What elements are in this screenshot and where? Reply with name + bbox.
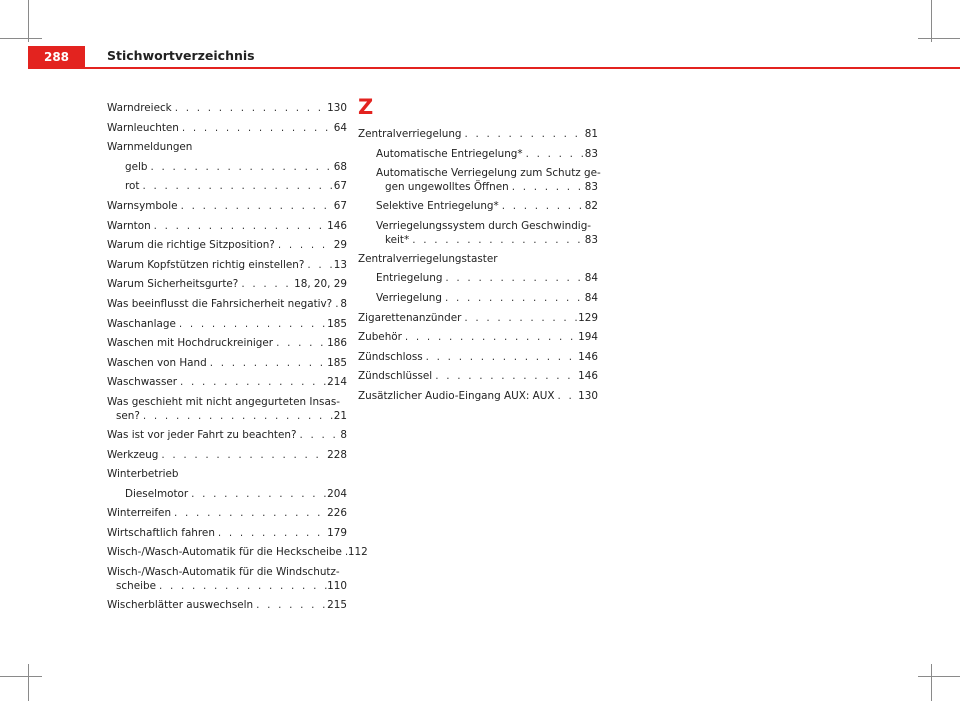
index-entry-page: 204 (327, 487, 347, 500)
index-entry-page: 130 (327, 102, 347, 114)
index-entry-page: 179 (327, 526, 347, 539)
index-entry-page: 130 (578, 389, 598, 402)
leader-dots (215, 524, 327, 544)
index-entry-line: Verriegelungssystem durch Geschwindig- (376, 219, 592, 232)
crop-mark (0, 38, 42, 39)
leader-dots (179, 119, 334, 139)
index-entry (107, 409, 347, 426)
index-entry (107, 197, 347, 217)
index-entry-page: 215 (327, 599, 347, 612)
index-entry-label: sen? (116, 409, 140, 422)
leader-dots (296, 426, 340, 446)
leader-dots (177, 373, 327, 393)
index-entry-label: Entriegelung (376, 272, 443, 285)
index-entry (107, 524, 347, 544)
index-entry-line: Was geschieht mit nicht angegurteten Insas- (107, 395, 340, 408)
index-entry-page: 67 (333, 180, 347, 193)
index-entry (107, 334, 347, 354)
index-entry-label: Warnleuchten (107, 121, 179, 134)
index-entry-page: 129 (578, 311, 598, 324)
leader-dots (253, 596, 327, 616)
index-entry-label: Dieselmotor (125, 487, 189, 500)
index-entry (358, 328, 598, 348)
leader-dots (402, 328, 578, 348)
index-entry-label: Selektive Entriegelung* (376, 200, 499, 213)
index-entry-page: 8 (340, 297, 347, 310)
leader-dots (509, 180, 585, 194)
leader-dots (147, 158, 333, 178)
index-entry-label: Waschanlage (107, 317, 176, 330)
index-entry-label: Wisch-/Wasch-Automatik für die Heckscheibe (107, 546, 342, 559)
index-entry-label: Waschwasser (107, 376, 178, 389)
index-entry (107, 446, 347, 466)
leader-dots (432, 367, 578, 387)
index-entry-page: 13 (333, 258, 347, 271)
index-entry-label: gelb (125, 160, 148, 173)
index-entry (358, 309, 598, 329)
index-entry-line: Wisch-/Wasch-Automatik für die Windschutz- (107, 566, 340, 579)
index-entry-page: 214 (327, 376, 347, 389)
index-entry-page: 226 (327, 507, 347, 520)
leader-dots (332, 295, 340, 315)
leader-dots (139, 177, 333, 197)
index-entry-label: Was ist vor jeder Fahrt zu beachten? (107, 428, 297, 441)
index-entry-label: Wirtschaftlich fahren (107, 526, 215, 539)
index-entry-label: Warum die richtige Sitzposition? (107, 239, 275, 252)
index-entry (107, 579, 347, 596)
index-entry-page: 83 (584, 181, 598, 194)
index-entry (358, 348, 598, 368)
index-entry (107, 217, 347, 237)
index-entry-label: Zündschlüssel (358, 370, 433, 383)
index-entry-label: Wischerblätter auswechseln (107, 599, 254, 612)
leader-dots (523, 145, 585, 165)
leader-dots (172, 99, 327, 119)
index-entry (358, 180, 598, 197)
index-entry-label: gen ungewolltes Öffnen (385, 181, 509, 194)
index-entry-label: Warndreieck (107, 102, 172, 114)
index-entry (107, 485, 347, 505)
crop-mark (0, 676, 42, 677)
index-entry (107, 596, 347, 616)
index-entries-z (358, 125, 601, 407)
index-entry-label: Warnton (107, 219, 151, 232)
leader-dots (409, 233, 585, 247)
index-entry (358, 125, 598, 145)
index-entry-page: 228 (327, 448, 347, 461)
index-entry-page: 186 (327, 337, 347, 350)
index-entry (107, 504, 347, 524)
index-entry-page: 194 (578, 331, 598, 344)
index-entry-label: Zubehör (358, 331, 402, 344)
leader-dots (178, 197, 334, 217)
index-entry-label: Warum Sicherheitsgurte? (107, 278, 239, 291)
leader-dots (207, 354, 327, 374)
index-entry-label: scheibe (116, 580, 156, 593)
leader-dots (499, 197, 585, 217)
crop-mark (28, 0, 29, 42)
header-rule (28, 67, 960, 69)
crop-mark (28, 664, 29, 701)
index-entry-page: 84 (584, 272, 598, 285)
page-title: Stichwortverzeichnis (107, 48, 255, 63)
section-letter: Z (358, 95, 374, 119)
index-entry-page: 82 (584, 200, 598, 213)
index-entry (107, 158, 347, 178)
leader-dots (238, 275, 294, 295)
index-entry (358, 367, 598, 387)
index-entry-label: Warum Kopfstützen richtig einstellen? (107, 258, 305, 271)
index-entry-page: 64 (333, 121, 347, 134)
index-entry (107, 543, 368, 563)
crop-mark (931, 0, 932, 42)
index-entry-page: 146 (327, 219, 347, 232)
index-entry (107, 315, 347, 335)
index-entry-label: rot (125, 180, 140, 193)
crop-mark (931, 664, 932, 701)
crop-mark (918, 38, 960, 39)
leader-dots (151, 217, 327, 237)
index-heading: Winterbetrieb (107, 468, 179, 481)
leader-dots (176, 315, 327, 335)
index-entry-label: Waschen mit Hochdruckreiniger (107, 337, 274, 350)
index-entry (107, 99, 347, 119)
index-entry (358, 269, 598, 289)
index-entry-page: 83 (584, 147, 598, 160)
index-entry (107, 177, 347, 197)
index-entry-page: 84 (584, 291, 598, 304)
index-entry (107, 236, 347, 256)
index-entry-label: Automatische Entriegelung* (376, 147, 523, 160)
leader-dots (462, 125, 585, 145)
index-entry (107, 275, 347, 295)
leader-dots (140, 409, 334, 423)
index-entry-page: 146 (578, 370, 598, 383)
index-entry-page: 185 (327, 317, 347, 330)
index-entry (358, 233, 598, 250)
index-entry-page: 68 (333, 160, 347, 173)
index-entry-page: 8 (340, 428, 347, 441)
index-entry-page: 67 (333, 199, 347, 212)
index-entry (358, 145, 598, 165)
leader-dots (554, 387, 578, 407)
index-entry (107, 119, 347, 139)
index-entry-page: 146 (578, 350, 598, 363)
index-entry (358, 387, 598, 407)
leader-dots (461, 309, 578, 329)
index-entry (107, 354, 347, 374)
index-entry-label: Zigarettenanzünder (358, 311, 462, 324)
leader-dots (423, 348, 578, 368)
index-entry-label: keit* (385, 233, 410, 246)
index-entry-page: 81 (584, 128, 598, 140)
index-entry-page: 185 (327, 356, 347, 369)
index-entry-page: 21 (333, 409, 347, 422)
index-entry-label: Waschen von Hand (107, 356, 207, 369)
index-entry-page: 83 (584, 233, 598, 246)
leader-dots (442, 289, 585, 309)
leader-dots (158, 446, 327, 466)
index-entry-label: Zentralverriegelung (358, 128, 462, 140)
index-entry-label: Werkzeug (107, 448, 159, 461)
index-entry-label: Winterreifen (107, 507, 172, 520)
index-entry (107, 295, 347, 315)
index-heading: Zentralverriegelungstaster (358, 252, 498, 265)
index-entry-page: 110 (327, 580, 347, 593)
index-entry-label: Was beeinflusst die Fahrsicherheit negativ? (107, 297, 333, 310)
leader-dots (304, 256, 333, 276)
leader-dots (188, 485, 327, 505)
index-entry-page: 29 (333, 239, 347, 252)
index-entry (358, 289, 598, 309)
index-entry (107, 373, 347, 393)
index-entry-page: 112 (347, 546, 368, 559)
index-entry-label: Zündschloss (358, 350, 423, 363)
leader-dots (442, 269, 584, 289)
page-number: 288 (28, 46, 85, 68)
index-heading: Warnmeldungen (107, 141, 193, 154)
index-entry (107, 256, 347, 276)
index-entry-label: Warnsymbole (107, 199, 178, 212)
index-entry-page: 18, 20, 29 (294, 278, 347, 291)
index-entry-label: Verriegelung (376, 291, 442, 304)
index-entry-label: Zusätzlicher Audio-Eingang AUX: AUX (358, 389, 555, 402)
crop-mark (918, 676, 960, 677)
index-column-left (107, 99, 368, 616)
leader-dots (275, 236, 334, 256)
index-entry (358, 197, 598, 217)
leader-dots (156, 579, 327, 593)
index-column-right (358, 95, 601, 407)
index-entry-line: Automatische Verriegelung zum Schutz ge- (376, 167, 601, 180)
leader-dots (171, 504, 327, 524)
index-entry (107, 426, 347, 446)
leader-dots (273, 334, 327, 354)
